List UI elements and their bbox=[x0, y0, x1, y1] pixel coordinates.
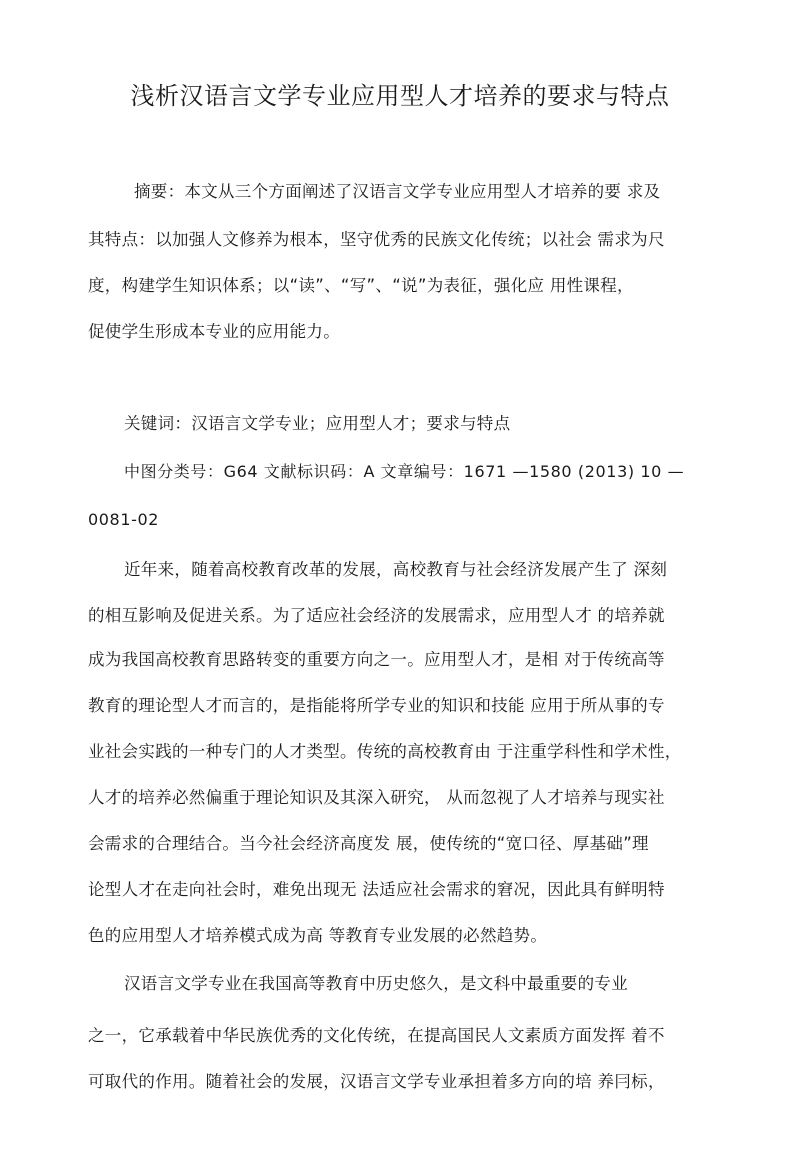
paragraph-line: 论型人才在走向社会时，难免出现无 法适应社会需求的窘况，因此具有鲜明特 bbox=[88, 880, 665, 899]
abstract-line: 其特点：以加强人文修养为根本，坚守优秀的民族文化传统；以社会 需求为尺 bbox=[88, 230, 665, 249]
paragraph-line: 教育的理论型人才而言的，是指能将所学专业的知识和技能 应用于所从事的专 bbox=[88, 696, 665, 715]
classification-line: 中图分类号：G64 文献标识码：A 文章编号：1671 —1580 (2013) 10 — bbox=[124, 462, 685, 481]
abstract-line: 摘要：本文从三个方面阐述了汉语言文学专业应用型人才培养的要 求及 bbox=[134, 182, 661, 201]
keywords-line: 关键词：汉语言文学专业；应用型人才；要求与特点 bbox=[124, 414, 511, 433]
paragraph-line: 汉语言文学专业在我国高等教育中历史悠久，是文科中最重要的专业 bbox=[124, 974, 628, 993]
paragraph-line: 会需求的合理结合。当今社会经济高度发 展，使传统的“宽口径、厚基础”理 bbox=[88, 834, 649, 853]
paragraph-line: 色的应用型人才培养模式成为高 等教育专业发展的必然趋势。 bbox=[88, 926, 548, 945]
abstract-line: 促使学生形成本专业的应用能力。 bbox=[88, 322, 340, 341]
paragraph-line: 人才的培养必然偏重于理论知识及其深入研究， 从而忽视了人才培养与现实社 bbox=[88, 788, 665, 807]
paragraph-line: 近年来，随着高校教育改革的发展，高校教育与社会经济发展产生了 深刻 bbox=[124, 560, 668, 579]
paragraph-line: 之一，它承载着中华民族优秀的文化传统，在提高国民人文素质方面发挥 着不 bbox=[88, 1026, 665, 1045]
abstract-line: 度，构建学生知识体系；以“读”、“写”、“说”为表征，强化应 用性课程， bbox=[88, 276, 634, 295]
paragraph-line: 可取代的作用。随着社会的发展，汉语言文学专业承担着多方向的培 养冃标， bbox=[88, 1072, 665, 1091]
paragraph-line: 成为我国高校教育思路转变的重要方向之一。应用型人才，是相 对于传统高等 bbox=[88, 650, 665, 669]
paragraph-line: 的相互影响及促进关系。为了适应社会经济的发展需求，应用型人才 的培养就 bbox=[88, 606, 665, 625]
paragraph-line: 业社会实践的一种专门的人才类型。传统的高校教育由 于注重学科性和学术性， bbox=[88, 742, 682, 761]
document-title: 浅析汉语言文学专业应用型人才培养的要求与特点 bbox=[130, 82, 670, 110]
classification-line: 0081-02 bbox=[88, 510, 160, 529]
